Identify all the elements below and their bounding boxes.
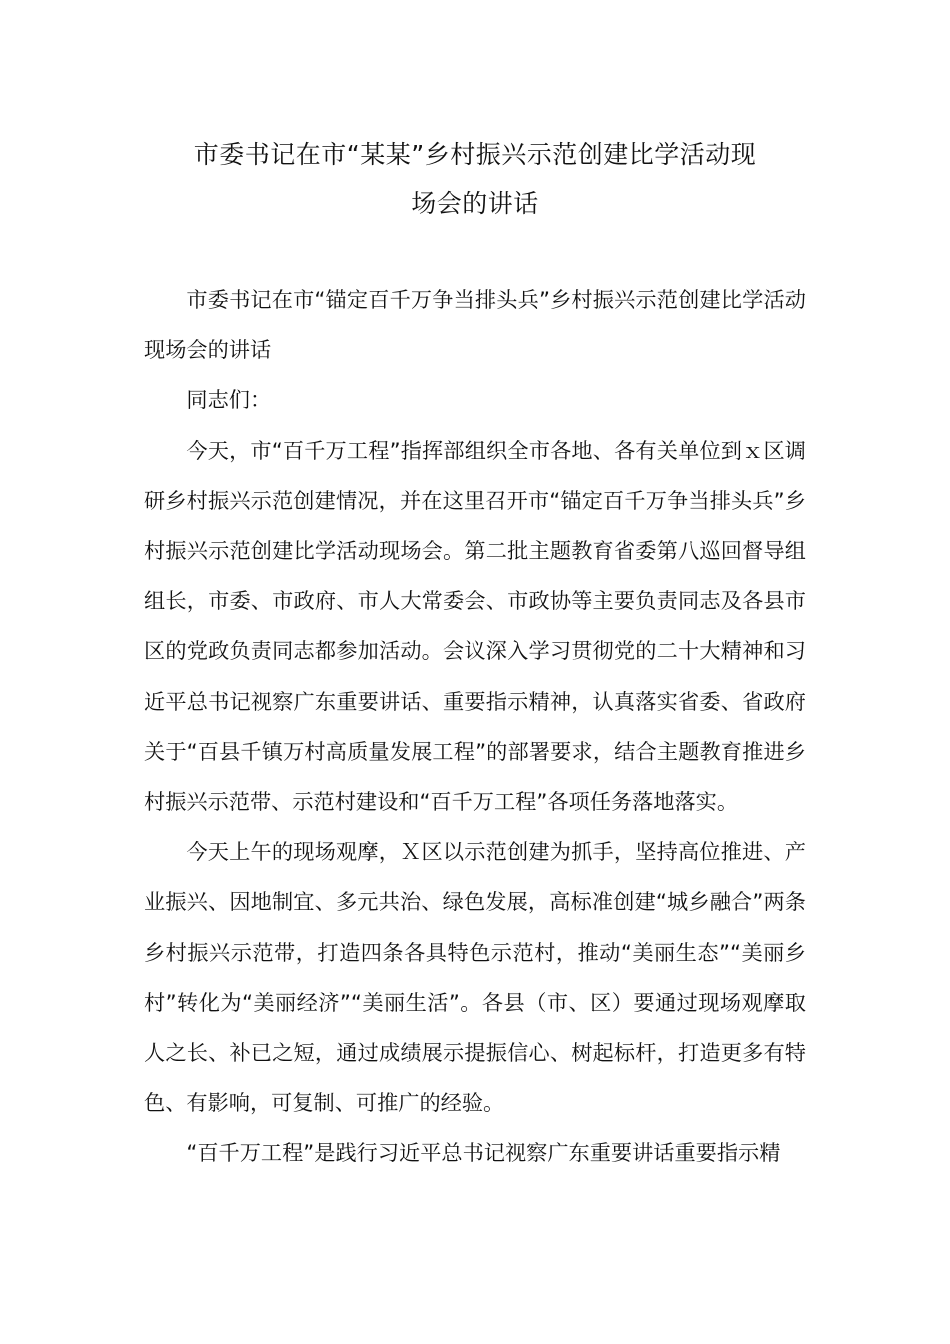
title-line: 市委书记在市“某某”乡村振兴示范创建比学活动现 [193,140,757,169]
document-title [144,130,806,228]
paragraph: “百千万工程”是践行习近平总书记视察广东重要讲话重要指示精 [186,1140,781,1166]
paragraph: 今天上午的现场观摩，Ｘ区以示范创建为抓手，坚持高位推进、产业振兴、因地制宜、多元共治、绿色发展，高标准创建“城乡融合”两条乡村振兴示范带，打造四条各具特色示范村，推动“美丽生态”“美丽乡村”转化为“美丽经济”“美丽生活”。各县（市、区）要通过现场观摩取人之长、补已之短，通过成绩展示提振信心、树起标杆，打造更多有特色、有影响，可复制、可推广的经验。 [144,839,806,1116]
title-line: 场会的讲话 [411,189,539,218]
paragraph: 今天，市“百千万工程”指挥部组织全市各地、各有关单位到ｘ区调研乡村振兴示范创建情况，并在这里召开市“锚定百千万争当排头兵”乡村振兴示范创建比学活动现场会。第二批主题教育省委第八巡回督导组组长，市委、市政府、市人大常委会、市政协等主要负责同志及各县市区的党政负责同志都参加活动。会议深入学习贯彻党的二十大精神和习近平总书记视察广东重要讲话、重要指示精神，认真落实省委、省政府关于“百县千镇万村高质量发展工程”的部署要求，结合主题教育推进乡村振兴示范带、示范村建设和“百千万工程”各项任务落地落实。 [144,437,806,815]
paragraph-subtitle: 市委书记在市“锚定百千万争当排头兵”乡村振兴示范创建比学活动现场会的讲话 [144,287,806,363]
paragraph-salutation: 同志们： [186,387,272,413]
document-body [144,275,806,1179]
